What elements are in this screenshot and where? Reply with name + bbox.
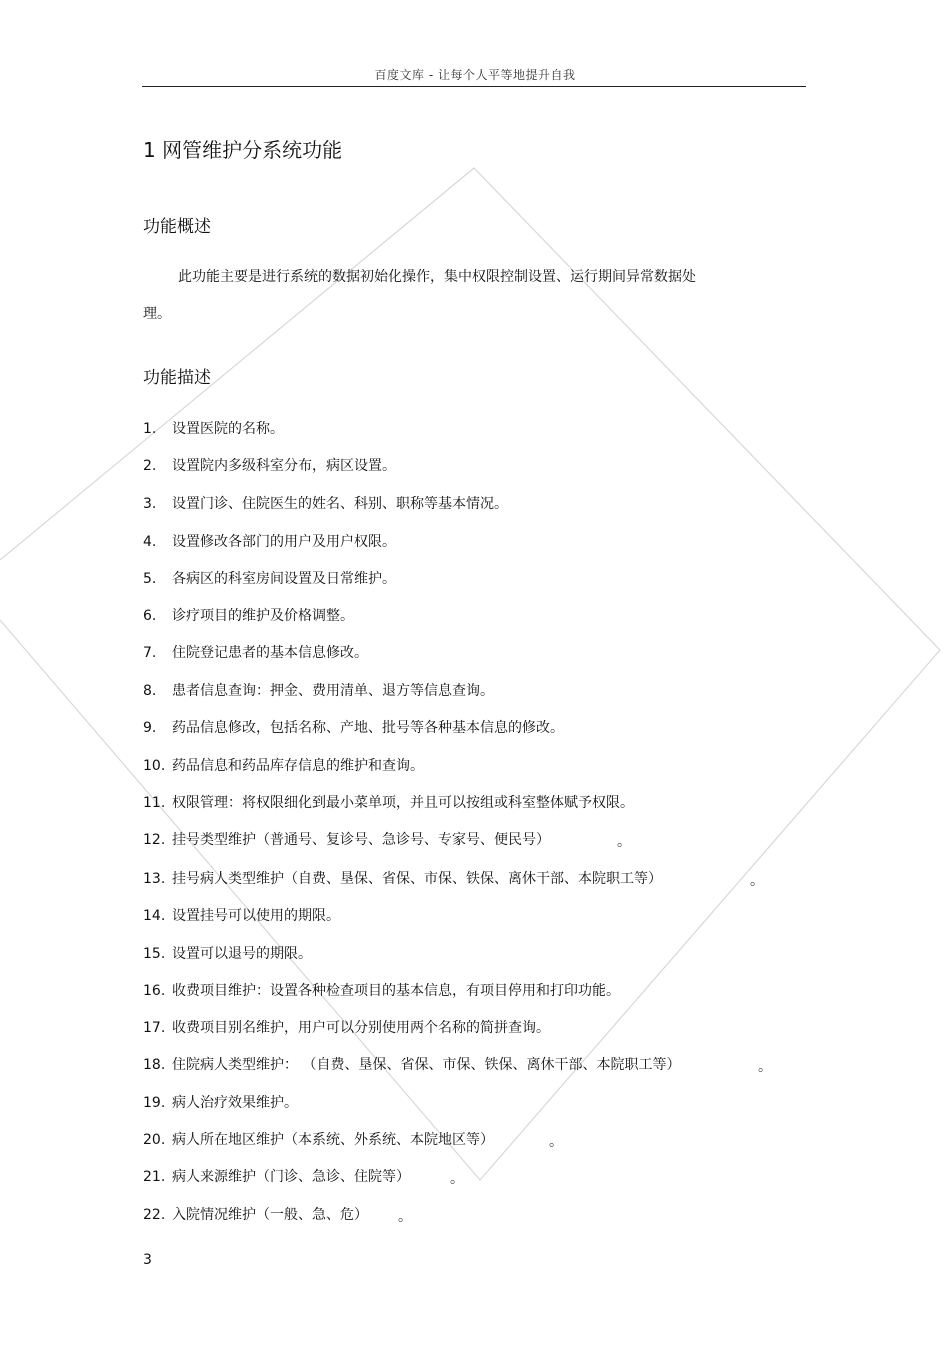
list-item-text: 药品信息和药品库存信息的维护和查询。 bbox=[172, 758, 424, 774]
list-item-number: 16. bbox=[143, 983, 166, 999]
section-title: 1 网管维护分系统功能 bbox=[143, 138, 343, 162]
list-item-period: 。 bbox=[398, 1209, 412, 1225]
list-item-number: 6. bbox=[143, 608, 157, 624]
list-item bbox=[143, 642, 368, 662]
list-item-text: 设置可以退号的期限。 bbox=[172, 946, 312, 962]
list-item-number: 5. bbox=[143, 571, 157, 587]
list-item-number: 7. bbox=[143, 645, 157, 661]
header-divider bbox=[142, 86, 806, 87]
list-item-period: 。 bbox=[758, 1059, 772, 1075]
list-item-text: 住院病人类型维护： （自费、垦保、省保、市保、铁保、离休干部、本院职工等） bbox=[172, 1057, 681, 1073]
list-item bbox=[143, 1129, 494, 1149]
list-item-text: 设置门诊、住院医生的姓名、科别、职称等基本情况。 bbox=[172, 496, 508, 512]
list-item-text: 设置医院的名称。 bbox=[172, 421, 284, 437]
description-heading: 功能描述 bbox=[143, 368, 211, 388]
list-item-number: 2. bbox=[143, 458, 157, 474]
list-item bbox=[143, 1054, 680, 1074]
list-item-number: 12. bbox=[143, 832, 166, 848]
list-item-period: 。 bbox=[750, 873, 764, 889]
list-item bbox=[143, 1204, 368, 1224]
list-item bbox=[143, 829, 550, 849]
list-item bbox=[143, 418, 284, 438]
list-item bbox=[143, 1166, 410, 1186]
list-item-number: 17. bbox=[143, 1020, 166, 1036]
page-number: 3 bbox=[143, 1252, 152, 1268]
list-item-period: 。 bbox=[617, 834, 631, 850]
list-item-number: 20. bbox=[143, 1132, 166, 1148]
list-item bbox=[143, 755, 424, 775]
list-item-period: 。 bbox=[549, 1134, 563, 1150]
list-item-number: 8. bbox=[143, 683, 157, 699]
page-header: 百度文库 - 让每个人平等地提升自我 bbox=[374, 68, 576, 82]
list-item-text: 病人来源维护（门诊、急诊、住院等） bbox=[172, 1169, 410, 1185]
list-item-text: 药品信息修改，包括名称、产地、批号等各种基本信息的修改。 bbox=[172, 720, 564, 736]
list-item-text: 权限管理：将权限细化到最小菜单项，并且可以按组或科室整体赋予权限。 bbox=[172, 795, 634, 811]
list-item bbox=[143, 905, 340, 925]
list-item-number: 3. bbox=[143, 496, 157, 512]
list-item bbox=[143, 1092, 298, 1112]
list-item-text: 挂号类型维护（普通号、复诊号、急诊号、专家号、便民号） bbox=[172, 832, 550, 848]
list-item-text: 设置院内多级科室分布，病区设置。 bbox=[172, 458, 396, 474]
list-item-text: 各病区的科室房间设置及日常维护。 bbox=[172, 571, 396, 587]
list-item bbox=[143, 980, 620, 1000]
list-item-number: 9. bbox=[143, 720, 157, 736]
list-item bbox=[143, 493, 508, 513]
list-item-number: 13. bbox=[143, 871, 166, 887]
list-item-text: 住院登记患者的基本信息修改。 bbox=[172, 645, 368, 661]
list-item-number: 1. bbox=[143, 421, 157, 437]
list-item-number: 14. bbox=[143, 908, 166, 924]
list-item-text: 收费项目别名维护，用户可以分别使用两个名称的简拼查询。 bbox=[172, 1020, 550, 1036]
list-item-text: 患者信息查询：押金、费用清单、退方等信息查询。 bbox=[172, 683, 494, 699]
list-item-number: 19. bbox=[143, 1095, 166, 1111]
list-item bbox=[143, 868, 662, 888]
list-item-text: 设置修改各部门的用户及用户权限。 bbox=[172, 534, 396, 550]
list-item bbox=[143, 1017, 550, 1037]
overview-paragraph-line-2: 理。 bbox=[143, 306, 171, 322]
list-item-number: 11. bbox=[143, 795, 166, 811]
overview-paragraph-line-1: 此功能主要是进行系统的数据初始化操作，集中权限控制设置、运行期间异常数据处 bbox=[178, 269, 696, 285]
list-item-number: 18. bbox=[143, 1057, 166, 1073]
list-item-text: 设置挂号可以使用的期限。 bbox=[172, 908, 340, 924]
list-item bbox=[143, 943, 312, 963]
list-item-text: 诊疗项目的维护及价格调整。 bbox=[172, 608, 354, 624]
list-item-text: 病人所在地区维护（本系统、外系统、本院地区等） bbox=[172, 1132, 494, 1148]
list-item-period: 。 bbox=[450, 1171, 464, 1187]
list-item-number: 22. bbox=[143, 1207, 166, 1223]
list-item bbox=[143, 455, 396, 475]
list-item bbox=[143, 531, 396, 551]
list-item-number: 15. bbox=[143, 946, 166, 962]
list-item bbox=[143, 568, 396, 588]
list-item-text: 挂号病人类型维护（自费、垦保、省保、市保、铁保、离休干部、本院职工等） bbox=[172, 871, 662, 887]
list-item-number: 4. bbox=[143, 534, 157, 550]
list-item-text: 收费项目维护：设置各种检查项目的基本信息，有项目停用和打印功能。 bbox=[172, 983, 620, 999]
list-item-number: 10. bbox=[143, 758, 166, 774]
list-item bbox=[143, 717, 564, 737]
list-item bbox=[143, 605, 354, 625]
list-item bbox=[143, 792, 634, 812]
list-item-number: 21. bbox=[143, 1169, 166, 1185]
list-item bbox=[143, 680, 494, 700]
list-item-text: 病人治疗效果维护。 bbox=[172, 1095, 298, 1111]
list-item-text: 入院情况维护（一般、急、危） bbox=[172, 1207, 368, 1223]
overview-heading: 功能概述 bbox=[143, 217, 211, 237]
